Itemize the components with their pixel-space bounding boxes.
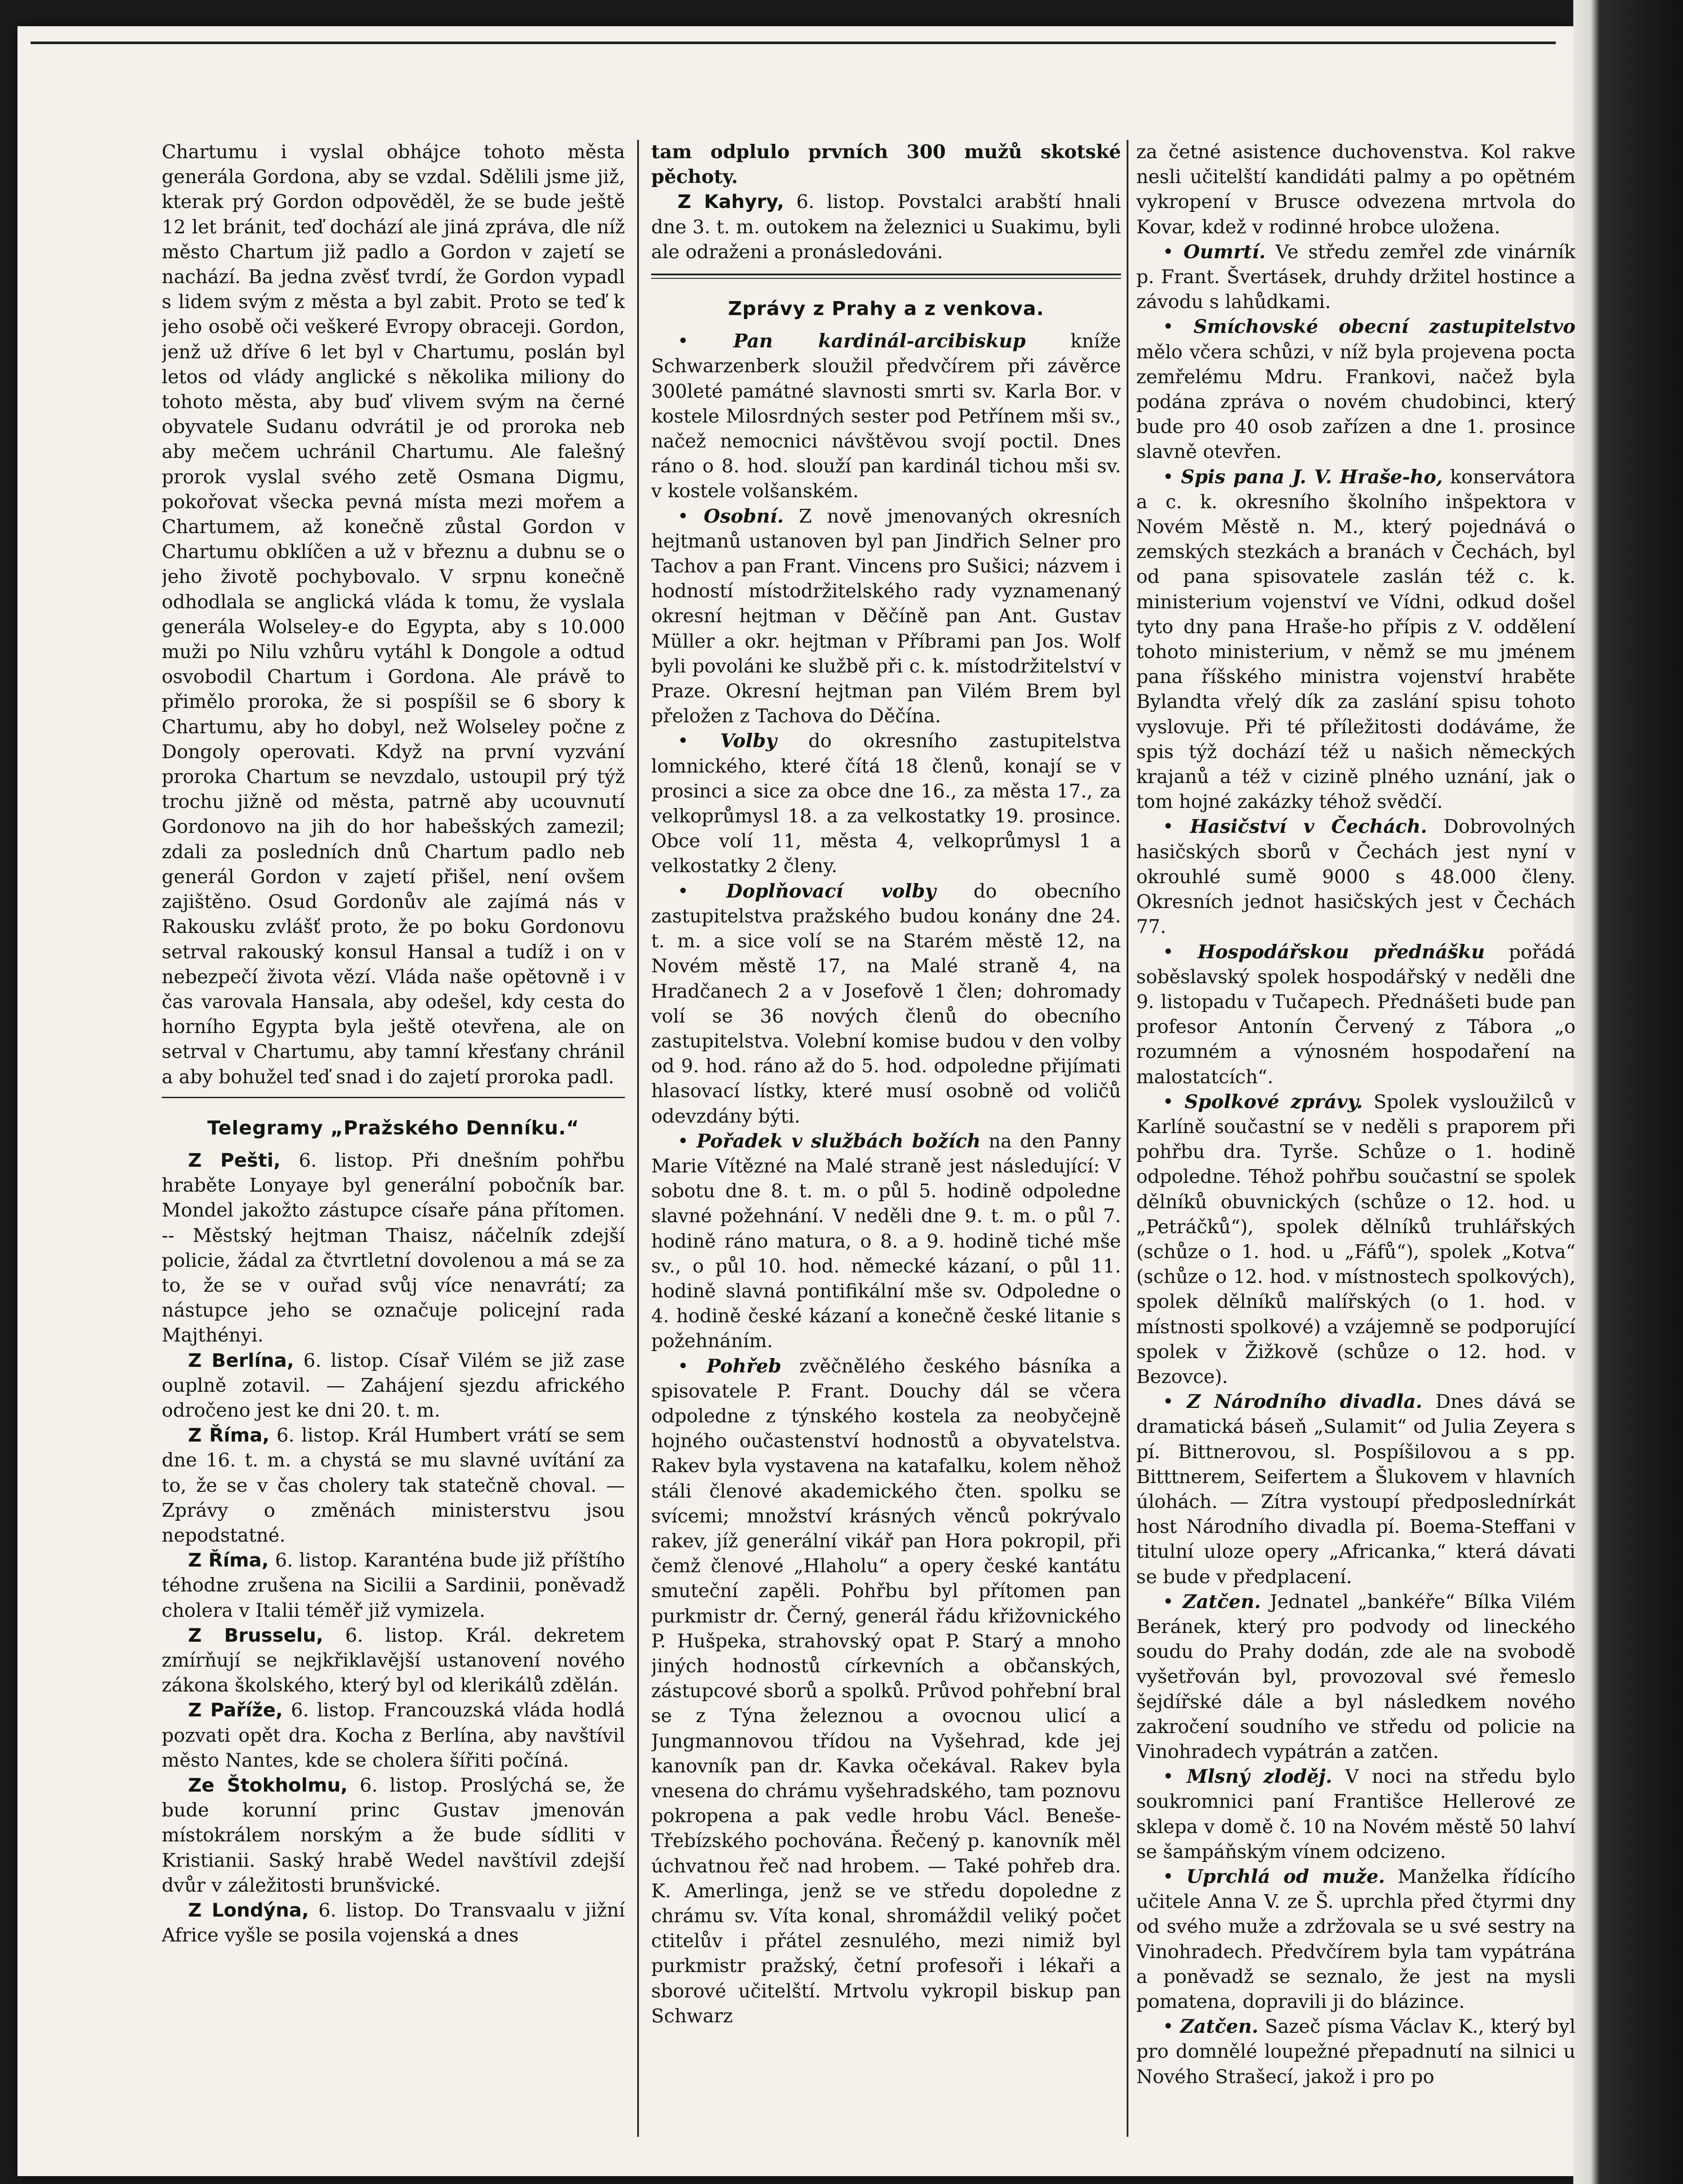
section-heading: Zprávy z Prahy a z venkova. <box>728 298 1045 320</box>
divider <box>162 1097 625 1098</box>
news-item: • Hasičství v Čechách. Dobrovolných hasičských sborů v Čechách jest nyní v okrouhlé sumě 9000 s 48.000 členy. Okresních jednot hasičských jest v Čechách 77. <box>1136 816 1575 938</box>
news-item: • Pohřeb zvěčnělého českého básníka a spisovatele P. Frant. Douchy dál se včera odpoledne z týnského kostela za neobyčejně hojného oučastenství hodnostů a obyvatelstva. Rakev byla vystavena na katafalku, kolem něhož stáli členové akademického čten. spolku se svícemi; množství krásných věnců pokrývalo rakev, jíž generální vikář pan Hora pokropil, při čemž členové „Hlaholu“ a opery české kantátu smuteční zapěli. Pohřbu byl přítomen pan purkmistr dr. Černý, generál řádu křižovnického P. Hušpeka, strahovský opat P. Starý a mnoho jiných hodnostů církevních a občanských, zástupcové sborů a spolků. Průvod pohřební bral se z Týna železnou a ovocnou ulicí a Jungmannovou třídou na Vyšehrad, kde jej kanovník pan dr. Kavka očekával. Rakev byla vnesena do chrámu vyšehradského, tam poznovu pokropena a pak vedle hrobu Václ. Beneše-Třebízského pochována. Řečený p. kanovník měl úchvatnou řeč nad hrobem. — Také pohřeb dra. K. Amerlinga, jenž se ve středu dopoledne z chrámu sv. Víta konal, shromáždil veliký počet ctitelův i přátel zesnulého, mezi nimiž byl purkmistr pražský, četní profesoři i lékaři a sborové učitelští. Mrtvolu vykropil biskup pan Schwarz <box>651 1355 1121 2027</box>
news-item: • Osobní. Z nově jmenovaných okresních hejtmanů ustanoven byl pan Jindřich Selner pro Tachov a pan Frant. Vincens pro Sušici; názvem i hodností místodržitelského rady vyznamenaný okresní hejtman v Děčíně pan Ant. Gustav Müller a okr. hejtman v Příbrami pan Jos. Wolf byli povoláni ke službě při c. k. místodržitelství v Praze. Okresní hejtman pan Vilém Brem byl přeložen z Tachova do Děčína. <box>651 505 1121 728</box>
column-3 <box>1136 140 1575 2137</box>
item-title: Hasičství v Čechách. <box>1190 816 1427 838</box>
item-title: Smíchovské obecní zastupitelstvo <box>1193 316 1575 338</box>
telegram <box>651 190 1121 265</box>
dateline: Z Říma, <box>188 1550 269 1572</box>
article-paragraph: tam odplulo prvních 300 mužů skotské pěchoty. <box>651 141 1121 188</box>
news-item: • Mlsný zloděj. V noci na středu bylo soukromnici paní Františce Hellerové ze sklepa v domě č. 10 na Novém městě 50 lahví se šampáňským vínem odcizeno. <box>1136 1766 1575 1863</box>
dateline: Z Říma, <box>188 1425 270 1447</box>
section-heading: Telegramy „Pražského Denníku.“ <box>207 1116 580 1139</box>
telegram-text: 6. listop. Král Humbert vrátí se sem dne 16. t. m. a chystá se mu slavné uvítání za to, že se v čas cholery tak statečně choval. — Zprávy o změnách ministerstvu jsou nepodstatné. <box>162 1425 625 1546</box>
telegram-text: 6. listop. Císař Vilém se již zase ouplně zotavil. — Zahájení sjezdu afrického odročeno jest ke dni 20. t. m. <box>162 1349 625 1421</box>
telegram <box>162 1423 625 1548</box>
item-text: pořádá soběslavský spolek hospodářský v neděli dne 9. listopadu v Tučapech. Přednášeti bude pan profesor Antonín Červený z Tábora „o rozumném a výnosném hospodaření na malostatcích“. <box>1136 941 1575 1088</box>
item-text: na den Panny Marie Vítězné na Malé straně jest následující: V sobotu dne 8. t. m. o půl 5. hodině odpoledne slavné požehnání. V neděli dne 9. t. m. o půl 7. hodině ráno matura, o 8. a 9. hodině tiché mše sv., o půl 10. hod. německé kázaní, o půl 11. hodině slavná pontifikální mše sv. Odpoledne o 4. hodině české kázaní a konečně české litanie s požehnáním. <box>651 1130 1121 1352</box>
telegram-text: 6. listop. Karanténa bude již příštího téhodne zrušena na Sicilii a Sardinii, poněvadž cholera v Italii téměř již vymizela. <box>162 1550 625 1622</box>
item-title: Osobní. <box>704 505 784 527</box>
dateline: Ze Štokholmu, <box>188 1775 348 1796</box>
news-item: • Hospodářskou přednášku pořádá soběslavský spolek hospodářský v neděli dne 9. listopadu v Tučapech. Přednášeti bude pan profesor Antonín Červený z Tábora „o rozumném a výnosném hospodaření na malostatcích“. <box>1136 941 1575 1088</box>
item-text: V noci na středu bylo soukromnici paní Františce Hellerové ze sklepa v domě č. 10 na Novém městě 50 lahví se šampáňským vínem odcizeno. <box>1136 1766 1575 1863</box>
item-text: Manželka řídícího učitele Anna V. ze Š. uprchla před čtyrmi dny od svého muže a zdržovala se u své sestry na Vinohradech. Předvčírem byla tam vypátrána a poněvadž se seznalo, že jest na mysli pomatena, dopravili ji do blázince. <box>1136 1866 1575 2013</box>
news-item: • Zatčen. Sazeč písma Václav K., který byl pro domnělé loupežné přepadnutí na silnici u Nového Strašecí, jakož i pro po <box>1136 2016 1575 2088</box>
telegram-text: 6. listop. Do Transvaalu v jižní Africe vyšle se posila vojenská a dnes <box>162 1900 625 1947</box>
news-item: • Pan kardinál-arcibiskup kníže Schwarzenberk sloužil předvčírem při závěrce 300leté památné slavnosti smrti sv. Karla Bor. v kostele Milosrdných sester pod Petřínem mši sv., načež nemocnici návštěvou svojí poctil. Dnes ráno o 8. hod. slouží pan kardinál tichou mši sv. v kostele volšanském. <box>651 330 1121 503</box>
news-item: • Z Národního divadla. Dnes dává se dramatická báseň „Sulamit“ od Julia Zeyera s pí. Bittnerovou, sl. Pospíšilovou a s pp. Bitttnerem, Seifertem a Šlukovem v hlavních úlohách. — Zítra vystoupí předposlednírkát host Národního divadla pí. Boema-Steffani v titulní uloze opery „Africanka,“ která dávati se bude v předplacení. <box>1136 1391 1575 1588</box>
dateline: Z Brusselu, <box>188 1624 323 1647</box>
news-item: • Uprchlá od muže. Manželka řídícího učitele Anna V. ze Š. uprchla před čtyrmi dny od svého muže a zdržovala se u své sestry na Vinohradech. Předvčírem byla tam vypátrána a poněvadž se seznalo, že jest na mysli pomatena, dopravili ji do blázince. <box>1136 1866 1575 2013</box>
news-item: • Smíchovské obecní zastupitelstvo mělo včera schůzi, v níž byla projevena pocta zemřelému Mdru. Frankovi, načež byla podána zpráva o novém chudobinci, který bude pro 40 osob zařízen a dne 1. prosince slavně otevřen. <box>1136 316 1575 463</box>
item-title: Uprchlá od muže. <box>1186 1866 1385 1888</box>
news-item: • Pořadek v službách božích na den Panny Marie Vítězné na Malé straně jest následující: V sobotu dne 8. t. m. o půl 5. hodině odpoledne slavné požehnání. V neděli dne 9. t. m. o půl 7. hodině ráno matura, o 8. a 9. hodině tiché mše sv., o půl 10. hod. německé kázaní, o půl 11. hodině slavná pontifikální mše sv. Odpoledne o 4. hodině české kázaní a konečně české litanie s požehnáním. <box>651 1130 1121 1352</box>
scan-border <box>1573 0 1683 2184</box>
telegram <box>162 1349 625 1424</box>
item-text: do okresního zastupitelstva lomnického, které čítá 18 členů, konají se v prosinci a sice za obce dne 16., za města 17., za velkoprůmysl 18. a za velkostatky 19. prosince. Obce volí 11, města 4, velkoprůmysl 1 a velkostatky 2 členy. <box>651 730 1121 877</box>
news-item: • Doplňovací volby do obecního zastupitelstva pražského budou konány dne 24. t. m. a sice volí se na Starém městě 12, na Novém městě 17, na Malé straně 4, na Hradčanech 2 a v Josefově 1 člen; dohromady volí se 36 nových členů do obecního zastupitelstva. Volební komise budou v den volby od 9. hod. ráno až do 5. hod. odpoledne přijímati hlasovací lístky, které musí osobně od voličů odevzdány býti. <box>651 880 1121 1127</box>
item-title: Mlsný zloděj. <box>1187 1766 1333 1788</box>
item-text: Sazeč písma Václav K., který byl pro domnělé loupežné přepadnutí na silnici u Nového Strašecí, jakož i pro po <box>1136 2016 1575 2088</box>
news-item: • Oumrtí. Ve středu zemřel zde vinárník p. Frant. Švertásek, druhdy držitel hostince a závodu s lahůdkami. <box>1136 241 1575 313</box>
telegram-text: 6. listop. Povstalci arabští hnali dne 3. t. m. outokem na železnici u Suakimu, byli ale odraženi a pronásledováni. <box>651 191 1121 263</box>
dateline: Z Kahyry, <box>677 191 784 213</box>
telegram-text: 6. listop. Král. dekretem zmírňují se nejkřiklavější ustanovení nového zákona školského, který byl od klerikálů zdělán. <box>162 1624 625 1697</box>
item-text: Spolek vysloužilců v Karlíně součastní se v neděli s praporem při pohřbu dra. Tyrše. Schůze o 1. hodině odpoledne. Téhož pohřbu součastní se spolek dělníků obuvnických (schůze o 12. hod. u „Petráčků“), spolek dělníků truhlářských (schůze o 1. hod. u „Fáfů“), spolek „Kotva“ (schůze o 12. hod. v místnostech spolkových), spolek dělníků malířských (o 1. hod. v místnosti spolkové) a vzájemně se podporující spolek v Žižkově (schůze o 12. hod. v Bezovce). <box>1136 1091 1575 1388</box>
item-title: Oumrtí. <box>1183 241 1266 263</box>
item-title: Volby <box>720 730 777 752</box>
item-title: Zatčen. <box>1183 1591 1261 1613</box>
top-rule <box>31 42 1556 44</box>
item-text: mělo včera schůzi, v níž byla projevena pocta zemřelému Mdru. Frankovi, načež byla podána zpráva o novém chudobinci, který bude pro 40 osob zařízen a dne 1. prosince slavně otevřen. <box>1136 341 1575 463</box>
item-text: Z nově jmenovaných okresních hejtmanů ustanoven byl pan Jindřich Selner pro Tachov a pan Frant. Vincens pro Sušici; názvem i hodností místodržitelského rady vyznamenaný okresní hejtman v Děčíně pan Ant. Gustav Müller a okr. hejtman v Příbrami pan Jos. Wolf byli povoláni ke službě při c. k. místodržitelství v Praze. Okresní hejtman pan Vilém Brem byl přeložen z Tachova do Děčína. <box>651 505 1121 728</box>
item-title: Pohřeb <box>706 1355 781 1377</box>
item-title: Pořadek v službách božích <box>696 1130 981 1152</box>
item-text: Jednatel „bankéře“ Bílka Vilém Beránek, který pro podvody od lineckého soudu do Prahy dodán, zde ale na svobodě vyšetřován byl, provozoval své řemeslo šejdířské dále a byl následkem nového zakročení soudního ve středu od policie na Vinohradech vypátrán a zatčen. <box>1136 1591 1575 1763</box>
news-item: • Spis pana J. V. Hraše-ho, konservátora a c. k. okresního školního inšpektora v Novém Městě n. M., který pojednává o zemských stezkách a branách v Čechách, byl od pana spisovatele zaslán též c. k. ministerium vojenství ve Vídni, odkud došel tyto dny pana Hraše-ho přípis z V. oddělení tohoto ministerium, v němž se mu jménem pana říšského ministra vojenství hraběte Bylandta vřelý dík za zaslání spisu tohoto vyslovuje. Při té příležitosti dodáváme, že spis týž dochází též u našich německých krajanů a též v cizině plného uznání, jak o tom hojné zakázky téhož svědčí. <box>1136 466 1575 813</box>
dateline: Z Londýna, <box>188 1900 309 1922</box>
item-title: Pan kardinál-arcibiskup <box>733 330 1026 353</box>
news-item: • Volby do okresního zastupitelstva lomnického, které čítá 18 členů, konají se v prosinci a sice za obce dne 16., za města 17., za velkoprůmysl 18. a za velkostatky 19. prosince. Obce volí 11, města 4, velkoprůmysl 1 a velkostatky 2 členy. <box>651 730 1121 877</box>
dateline: Z Pešti, <box>188 1149 281 1172</box>
telegram-text: 6. listop. Při dnešním pohřbu hraběte Lonyaye byl generální pobočník bar. Mondel jakožto zástupce císaře pána přítomen. -- Městský hejtman Thaisz, náčelník zdejší policie, žádal za čtvrtletní dovolenou a má se za to, že se v ouřad svůj více nenavrátí; za nástupce jeho se označuje policejní rada Majthényi. <box>162 1149 625 1347</box>
item-title: Z Národního divadla. <box>1187 1391 1423 1413</box>
item-title: Spis pana J. V. Hraše-ho, <box>1181 466 1443 488</box>
item-text: Dobrovolných hasičských sborů v Čechách jest nyní v okrouhlé sumě 9000 s 48.000 členy. Okresních jednot hasičských jest v Čechách 77. <box>1136 816 1575 938</box>
telegram <box>162 1773 625 1898</box>
item-title: Hospodářskou přednášku <box>1197 941 1485 963</box>
telegram <box>162 1548 625 1623</box>
item-title: Zatčen. <box>1180 2016 1259 2038</box>
item-text: Dnes dává se dramatická báseň „Sulamit“ od Julia Zeyera s pí. Bittnerovou, sl. Pospíšilovou a s pp. Bitttnerem, Seifertem a Šlukovem v hlavních úlohách. — Zítra vystoupí předposlednírkát host Národního divadla pí. Boema-Steffani v titulní uloze opery „Africanka,“ která dávati se bude v předplacení. <box>1136 1391 1575 1588</box>
telegram <box>162 1898 625 1948</box>
telegram <box>162 1698 625 1773</box>
article-paragraph: za četné asistence duchovenstva. Kol rakve nesli učitelští kandidáti palmy a po opětném vykropení v Brusce odvezena mrtvola do Kovar, kdež v rodinné hrobce uložena. <box>1136 141 1575 238</box>
item-text: kníže Schwarzenberk sloužil předvčírem při závěrce 300leté památné slavnosti smrti sv. Karla Bor. v kostele Milosrdných sester pod Petřínem mši sv., načež nemocnici návštěvou svojí poctil. Dnes ráno o 8. hod. slouží pan kardinál tichou mši sv. v kostele volšanském. <box>651 330 1121 503</box>
item-title: Spolkové zprávy. <box>1184 1091 1363 1113</box>
dateline: Z Paříže, <box>188 1699 283 1722</box>
item-text: do obecního zastupitelstva pražského budou konány dne 24. t. m. a sice volí se na Starém městě 12, na Novém městě 17, na Malé straně 4, na Hradčanech 2 a v Josefově 1 člen; dohromady volí se 36 nových členů do obecního zastupitelstva. Volební komise budou v den volby od 9. hod. ráno až do 5. hod. odpoledne přijímati hlasovací lístky, které musí osobně od voličů odevzdány býti. <box>651 880 1121 1127</box>
item-text: Ve středu zemřel zde vinárník p. Frant. Švertásek, druhdy držitel hostince a závodu s lahůdkami. <box>1136 241 1575 313</box>
column-divider <box>1127 140 1128 2137</box>
news-item: • Spolkové zprávy. Spolek vysloužilců v Karlíně součastní se v neděli s praporem při pohřbu dra. Tyrše. Schůze o 1. hodině odpoledne. Téhož pohřbu součastní se spolek dělníků obuvnických (schůze o 12. hod. u „Petráčků“), spolek dělníků truhlářských (schůze o 1. hod. u „Fáfů“), spolek „Kotva“ (schůze o 12. hod. v místnostech spolkových), spolek dělníků malířských (o 1. hod. v místnosti spolkové) a vzájemně se podporující spolek v Žižkově (schůze o 12. hod. v Bezovce). <box>1136 1091 1575 1388</box>
item-title: Doplňovací volby <box>726 880 936 902</box>
dateline: Z Berlína, <box>188 1349 294 1372</box>
telegram <box>162 1148 625 1349</box>
column-divider <box>637 140 639 2137</box>
item-text: konservátora a c. k. okresního školního inšpektora v Novém Městě n. M., který pojednává o zemských stezkách a branách v Čechách, byl od pana spisovatele zaslán též c. k. ministerium vojenství ve Vídni, odkud došel tyto dny pana Hraše-ho přípis z V. oddělení tohoto ministerium, v němž se mu jménem pana říšského ministra vojenství hraběte Bylandta vřelý dík za zaslání spisu tohoto vyslovuje. Při té příležitosti dodáváme, že spis týž dochází též u našich německých krajanů a též v cizině plného uznání, jak o tom hojné zakázky téhož svědčí. <box>1136 466 1575 813</box>
news-item: • Zatčen. Jednatel „bankéře“ Bílka Vilém Beránek, který pro podvody od lineckého soudu do Prahy dodán, zde ale na svobodě vyšetřován byl, provozoval své řemeslo šejdířské dále a byl následkem nového zakročení soudního ve středu od policie na Vinohradech vypátrán a zatčen. <box>1136 1591 1575 1763</box>
column-2 <box>651 140 1121 2137</box>
item-text: zvěčnělého českého básníka a spisovatele P. Frant. Douchy dál se včera odpoledne z týnského kostela za neobyčejně hojného oučastenství hodnostů a obyvatelstva. Rakev byla vystavena na katafalku, kolem něhož stáli členové akademického čten. spolku se svícemi; množství krásných věnců pokrývalo rakev, jíž generální vikář pan Hora pokropil, při čemž členové „Hlaholu“ a opery české kantátu smuteční zapěli. Pohřbu byl přítomen pan purkmistr dr. Černý, generál řádu křižovnického P. Hušpeka, strahovský opat P. Starý a mnoho jiných hodnostů církevních a občanských, zástupcové sborů a spolků. Průvod pohřební bral se z Týna železnou a ovocnou ulicí a Jungmannovou třídou na Vyšehrad, kde jej kanovník pan dr. Kavka očekával. Rakev byla vnesena do chrámu vyšehradského, tam poznovu pokropena a pak vedle hrobu Václ. Beneše-Třebízského pochována. Řečený p. kanovník měl úchvatnou řeč nad hrobem. — Také pohřeb dra. K. Amerlinga, jenž se ve středu dopoledne z chrámu sv. Víta konal, shromáždil veliký počet ctitelův i přátel zesnulého, mezi nimiž byl purkmistr pražský, četní profesoři i lékaři a sborové učitelští. Mrtvolu vykropil biskup pan Schwarz <box>651 1355 1121 2027</box>
telegram-text: 6. listop. Proslýchá se, že bude korunní princ Gustav jmenován místokrálem norským a že bude sídliti v Kristianii. Saský hrabě Wedel navštívil zdejší dvůr v záležitosti brunšvické. <box>162 1775 625 1896</box>
column-1 <box>162 140 625 2137</box>
telegram-text: 6. listop. Francouzská vláda hodlá pozvati opět dra. Kocha z Berlína, aby navštívil město Nantes, kde se cholera šířiti počíná. <box>162 1699 625 1771</box>
telegram <box>162 1623 625 1699</box>
article-paragraph: Chartumu i vyslal obhájce tohoto města generála Gordona, aby se vzdal. Sdělili jsme již, kterak prý Gordon odpověděl, že se bude ještě 12 let bránit, teď dochází ale jiná zpráva, dle níž město Chartum již padlo a Gordon v zajetí se nachází. Ba jedna zvěsť tvrdí, že Gordon vypadl s lidem svým z města a byl zabit. Proto se teď k jeho osobě oči veškeré Evropy obraceji. Gordon, jenž už dříve 6 let byl v Chartumu, poslán byl letos od vlády anglické s několika miliony do tohoto města, aby buď vlivem svým na černé obyvatele Sudanu odvrátil je od proroka neb aby mečem uchránil Chartumu. Ale falešný prorok vyslal svého zetě Osmana Digmu, pokořovat všecka pevná místa mezi mořem a Chartumem, až konečně zůstal Gordon v Chartumu obklíčen a už v březnu a dubnu se o jeho životě pochybovalo. V srpnu konečně odhodlala se anglická vláda k tomu, že vyslala generála Wolseley-e do Egypta, aby s 10.000 muži po Nilu vzhůru vytáhl k Dongole a odtud osvobodil Chartum i Gordona. Ale právě to přimělo proroka, že si pospíšil se 6 sbory k Chartumu, aby ho dobyl, než Wolseley počne z Dongoly operovati. Když na první vyzvání proroka Chartum se nevzdalo, ustoupil prý týž trochu jižně od města, patrně aby ucouvnutí Gordonovo na jih do hor habešských zamezil; zdali za posledních dnů Chartum padlo neb generál Gordon v zajetí přišel, není ovšem zajištěno. Osud Gordonův ale zajímá nás v Rakousku zvlášť proto, že po boku Gordonovu setrval rakouský konsul Hansal a tudíž i on v nebezpečí života vězí. Vláda naše opětovně i v čas varovala Hansala, aby odešel, kdy cesta do horního Egypta byla ještě otevřena, ale on setrval v Chartumu, aby tamní křesťany chránil a aby bohužel teď snad i do zajetí proroka padl. <box>162 141 625 1088</box>
divider <box>651 274 1121 279</box>
